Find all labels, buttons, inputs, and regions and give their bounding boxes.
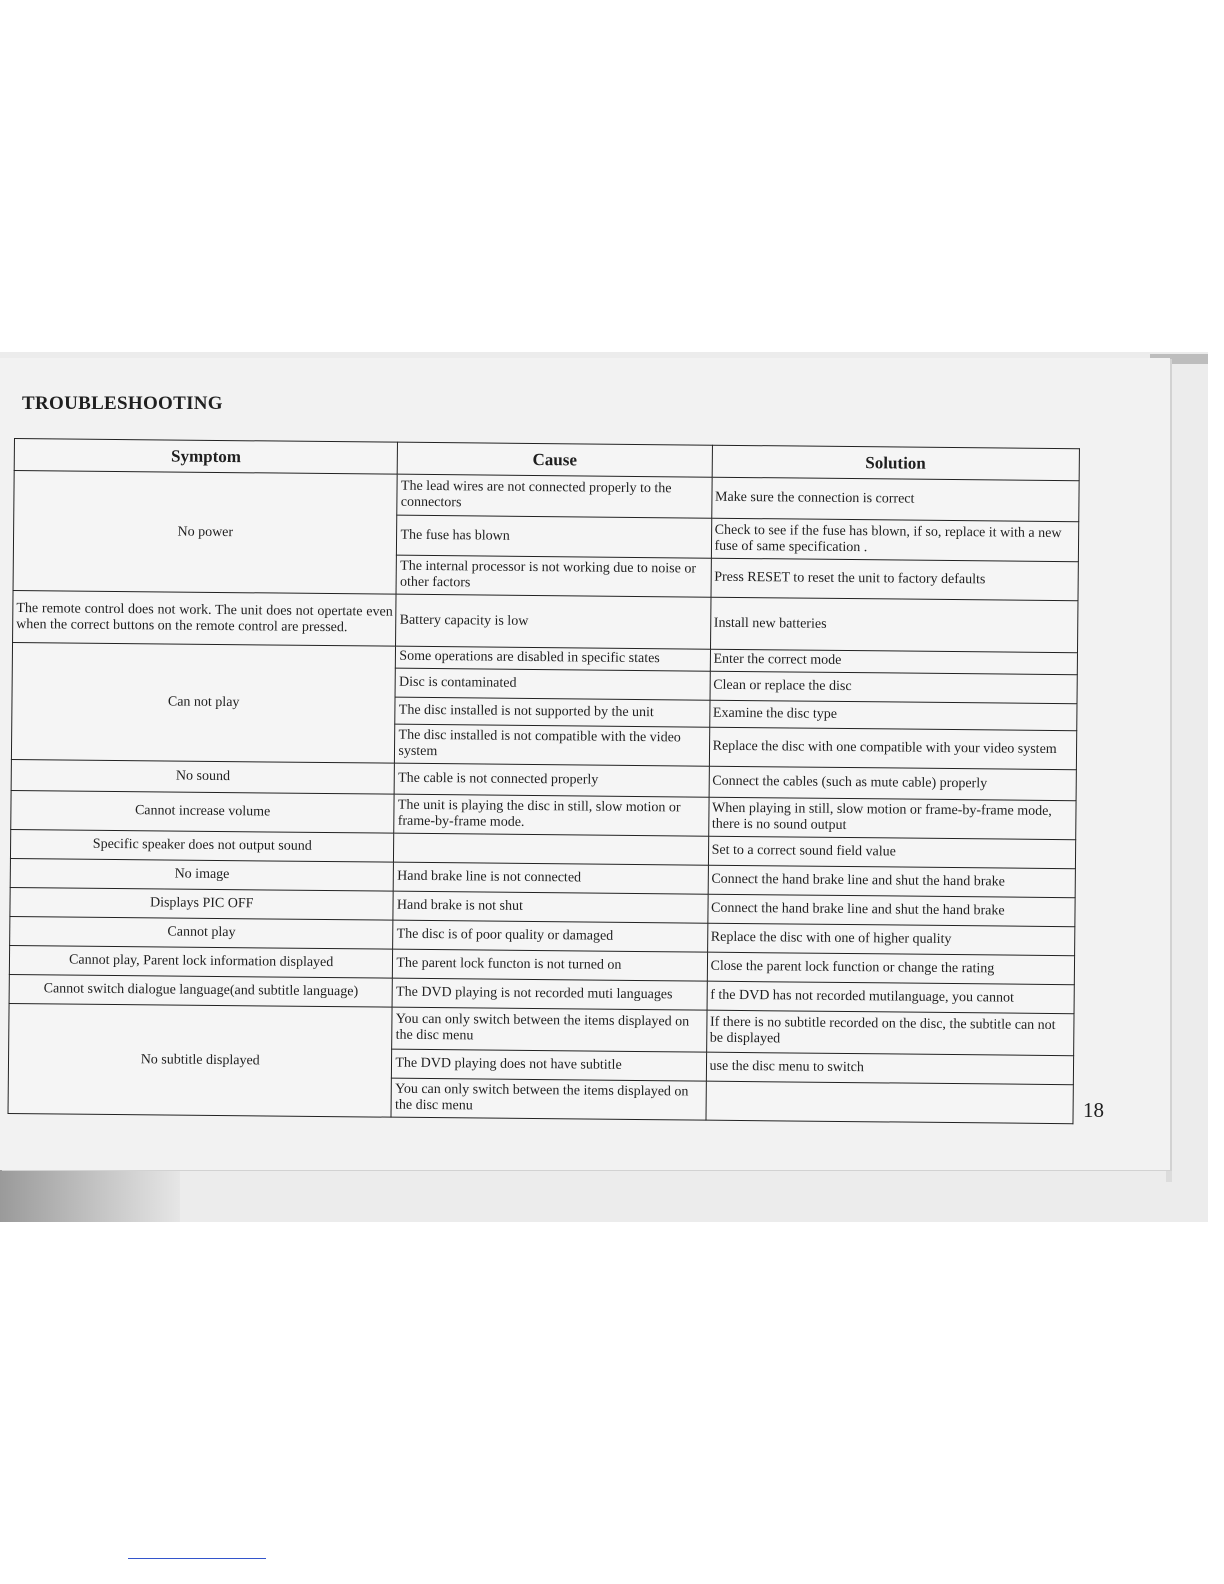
cause-cell: The internal processor is not working due to noise or other factors	[396, 555, 711, 597]
cause-cell: You can only switch between the items displayed on the disc menu	[391, 1078, 706, 1120]
solution-cell: Connect the hand brake line and shut the hand brake	[707, 894, 1075, 927]
symptom-cell: Displays PIC OFF	[10, 888, 394, 921]
solution-cell: Replace the disc with one of higher quality	[707, 923, 1075, 956]
cause-cell: Battery capacity is low	[396, 594, 711, 649]
solution-cell: Make sure the connection is correct	[711, 477, 1079, 522]
table-row	[14, 471, 1079, 523]
solution-cell: Examine the disc type	[709, 700, 1077, 730]
cause-cell: The cable is not connected properly	[394, 763, 708, 797]
solution-cell: When playing in still, slow motion or frame-by-frame mode, there is no sound output	[708, 797, 1076, 840]
cause-cell: The disc installed is not supported by the unit	[395, 697, 709, 727]
table-row	[9, 1004, 1074, 1056]
troubleshooting-table	[8, 438, 1080, 1124]
header-cause: Cause	[398, 442, 712, 477]
cause-cell: Disc is contaminated	[395, 668, 709, 700]
symptom-cell: Cannot switch dialogue language(and subtitle language)	[9, 975, 393, 1008]
solution-cell: Clean or replace the disc	[710, 671, 1078, 704]
solution-cell: Replace the disc with one compatible with your video system	[709, 727, 1077, 770]
symptom-cell: No subtitle displayed	[8, 1004, 392, 1118]
cause-cell: The disc is of poor quality or damaged	[393, 920, 707, 952]
symptom-cell: Cannot play, Parent lock information displayed	[9, 946, 393, 979]
solution-cell: Close the parent lock function or change the rating	[707, 952, 1075, 985]
symptom-cell: Cannot play	[10, 917, 394, 950]
cause-cell: Hand brake line is not connected	[394, 862, 708, 894]
page-title: TROUBLESHOOTING	[22, 393, 223, 414]
solution-cell: Check to see if the fuse has blown, if so, replace it with a new fuse of same specification .	[711, 519, 1079, 562]
solution-cell: Connect the hand brake line and shut the hand brake	[708, 865, 1076, 898]
solution-cell	[706, 1081, 1074, 1124]
solution-cell: Connect the cables (such as mute cable) properly	[709, 766, 1077, 801]
symptom-cell: No power	[13, 471, 398, 595]
solution-cell: Press RESET to reset the unit to factory defaults	[711, 558, 1079, 601]
cause-cell	[394, 833, 708, 865]
solution-cell: Set to a correct sound field value	[708, 836, 1076, 869]
solution-cell: use the disc menu to switch	[706, 1052, 1074, 1085]
solution-cell: f the DVD has not recorded mutilanguage, you cannot	[707, 981, 1075, 1014]
solution-cell: Install new batteries	[710, 597, 1078, 652]
page-number: 18	[1083, 1098, 1104, 1122]
cause-cell: The lead wires are not connected properly to the connectors	[397, 474, 712, 518]
cause-cell: The parent lock functon is not turned on	[393, 949, 707, 981]
symptom-cell: The remote control does not work. The unit does not opertate even when the correct buttons on the remote control are pressed.	[13, 591, 397, 646]
cause-cell: The unit is playing the disc in still, slow motion or frame-by-frame mode.	[394, 794, 709, 836]
solution-cell: If there is no subtitle recorded on the disc, the subtitle can not be displayed	[706, 1010, 1074, 1055]
cause-cell: Some operations are disabled in specific states	[396, 646, 710, 671]
symptom-cell: Specific speaker does not output sound	[10, 830, 394, 863]
underline-mark	[128, 1558, 266, 1559]
symptom-cell: No image	[10, 859, 394, 892]
symptom-cell: Can not play	[11, 642, 395, 763]
cause-cell: The disc installed is not compatible with the video system	[395, 724, 710, 766]
symptom-cell: Cannot increase volume	[11, 790, 395, 833]
header-solution: Solution	[712, 445, 1080, 481]
cause-cell: The DVD playing does not have subtitle	[392, 1049, 706, 1081]
cause-cell: The fuse has blown	[397, 516, 712, 558]
cause-cell: Hand brake is not shut	[393, 891, 707, 923]
symptom-cell: No sound	[11, 759, 395, 794]
cause-cell: You can only switch between the items displayed on the disc menu	[392, 1007, 707, 1051]
header-symptom: Symptom	[14, 439, 398, 475]
solution-cell: Enter the correct mode	[710, 649, 1078, 674]
cause-cell: The DVD playing is not recorded muti languages	[392, 978, 706, 1010]
